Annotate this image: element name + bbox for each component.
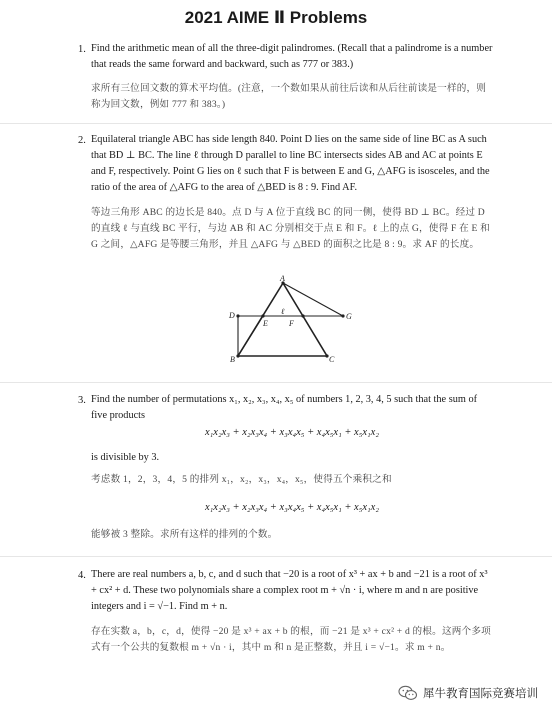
- problem-3-formula: x₁x₂x₃ + x₂x₃x₄ + x₃x₄x₅ + x₄x₅x₁ + x₅x₁x₂: [204, 427, 379, 438]
- label-b: B: [230, 355, 235, 364]
- problem-3-english-tail: is divisible by 3.: [91, 452, 160, 463]
- point-b: [236, 354, 239, 357]
- label-g: G: [346, 312, 352, 321]
- watermark: [398, 684, 538, 702]
- point-g: [341, 314, 344, 317]
- label-l: ℓ: [281, 307, 285, 316]
- problem-3-chinese-tail: 能够被 3 整除。求所有这样的排列的个数。: [91, 529, 278, 540]
- segment-be: [238, 316, 263, 356]
- label-c: C: [329, 355, 335, 364]
- divider: [0, 382, 552, 383]
- wechat-icon: [398, 685, 418, 701]
- page-title: 2021 AIME Ⅱ Problems: [184, 8, 368, 27]
- point-f: [301, 314, 304, 317]
- label-f: F: [289, 319, 294, 328]
- problem-1-number: 1.: [78, 44, 86, 55]
- problem-3-chinese: 考虑数 1，2，3，4，5 的排列 x₁，x₂，x₃，x₄，x₅，使得五个乘积之和: [91, 474, 392, 485]
- problem-2-english: Equilateral triangle ABC has side length 840. Point D lies on the same side of line BC as A such that BD ⊥ BC. The line ℓ through D parallel to line BC intersects sides AB and AC at points E and F, respectively. Point G lies on ℓ such that F is between E and G, △AFG is isosceles, and the ratio of the area of △AFG to the area of △BED is 8 : 9. Find AF.: [91, 134, 490, 193]
- point-d: [236, 314, 239, 317]
- watermark-text: 犀牛教育国际竞赛培训: [423, 686, 538, 700]
- divider: [0, 123, 552, 124]
- segment-ag: [283, 283, 343, 316]
- divider: [0, 556, 552, 557]
- label-d: D: [229, 311, 235, 320]
- problem-3-number: 3.: [78, 395, 86, 406]
- problem-2-chinese: 等边三角形 ABC 的边长是 840。点 D 与 A 位于直线 BC 的同一侧，使得 BD ⊥ BC。经过 D 的直线 ℓ 与直线 BC 平行，与边 AB 和 AC 分别相交于点 E 和 F。ℓ 上的点 G，使得 F 在 E 和 G 之间，△AFG 是等腰三角形，并且 △AFG 与 △BED 的面积之比是 8 : 9。求 AF 的长度。: [91, 207, 490, 250]
- problem-4-english: There are real numbers a, b, c, and d such that −20 is a root of x³ + ax + b and −21 is a root of x³ + cx² + d. These two polynomials share a complex root m + √n · i, where m and n are positive integers and i = √−1. Find m + n.: [91, 569, 488, 612]
- label-e: E: [263, 319, 268, 328]
- problem-1-english: Find the arithmetic mean of all the three-digit palindromes. (Recall that a palindrome is a number that reads the same forward and backward, such as 777 or 383.): [91, 43, 493, 70]
- label-a: A: [280, 274, 285, 283]
- problem-2-number: 2.: [78, 135, 86, 146]
- point-e: [261, 314, 264, 317]
- problem-3-english: Find the number of permutations x₁, x₂, x₃, x₄, x₅ of numbers 1, 2, 3, 4, 5 such that the sum of five products: [91, 394, 478, 421]
- problem-2-figure: [225, 274, 365, 366]
- problem-4-chinese: 存在实数 a，b，c，d，使得 −20 是 x³ + ax + b 的根，而 −21 是 x³ + cx² + d 的根。这两个多项式有一个公共的复数根 m + √n · i，其中 m 和 n 是正整数，并且 i = √−1。求 m + n。: [91, 626, 491, 653]
- problem-3-chinese-formula: x₁x₂x₃ + x₂x₃x₄ + x₃x₄x₅ + x₄x₅x₁ + x₅x₁x₂: [204, 502, 379, 513]
- problem-4-number: 4.: [78, 570, 86, 581]
- triangle-abc: [238, 283, 327, 356]
- problem-1-chinese: 求所有三位回文数的算术平均值。(注意，一个数如果从前往后读和从后往前读是一样的，则称为回文数，例如 777 和 383。): [91, 83, 487, 110]
